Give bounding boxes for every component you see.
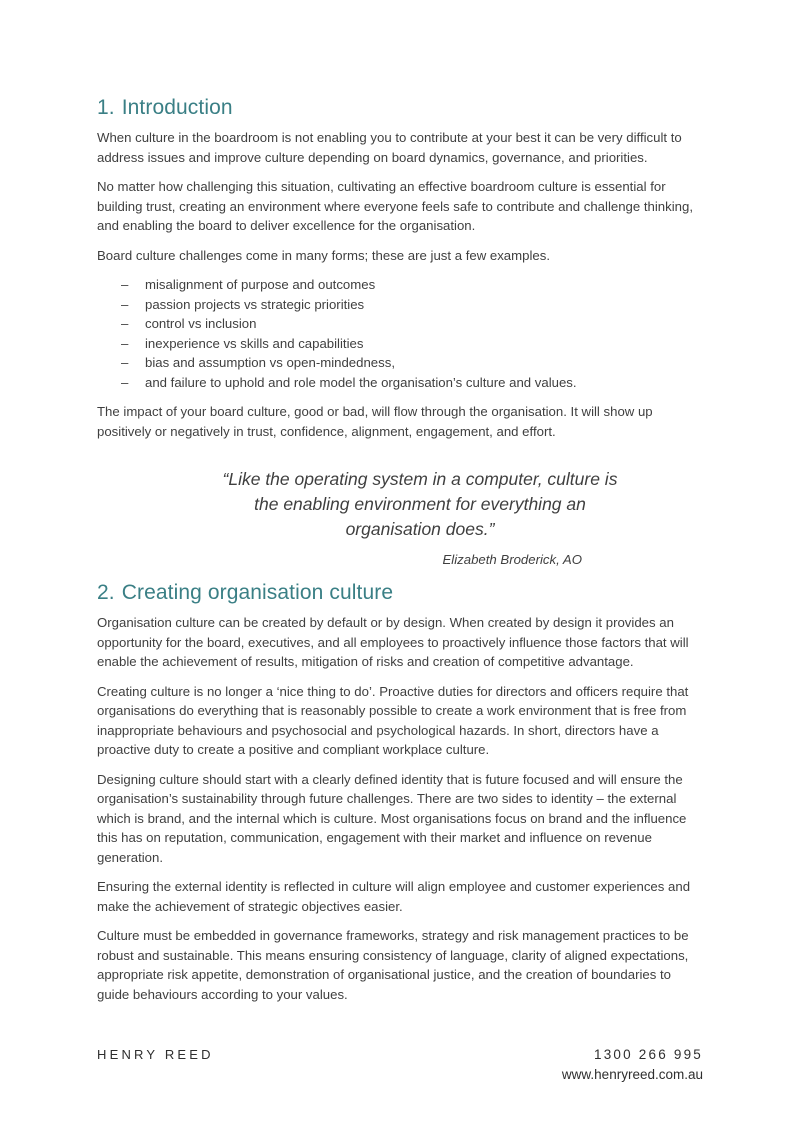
- list-item-text: inexperience vs skills and capabilities: [145, 335, 364, 351]
- list-item-text: misalignment of purpose and outcomes: [145, 277, 376, 292]
- paragraph: The impact of your board culture, good or bad, will flow through the organisation. It will show up positively or negatively in trust, confidence, alignment, engagement, and effort.: [97, 404, 653, 439]
- list-item: [97, 334, 703, 354]
- paragraph: Designing culture should start with a clearly defined identity that is future focused and will ensure the organisation’s sustainability through future challenges. There are two sides to identity – the external which is brand, and the internal which is culture. Most organisations focus on brand and the influence this has on reputation, communication, engagement with their market and influence on revenue generation.: [97, 771, 687, 865]
- paragraph: Culture must be embedded in governance frameworks, strategy and risk management practices to be robust and sustainable. This means ensuring consistency of language, clarity of aligned expectations, appropriate risk appetite, demonstration of organisational justice, and the creation of boundaries to guide behaviours according to your values.: [97, 928, 689, 1002]
- section-1-number: 1.: [97, 96, 115, 119]
- section-1-title: Introduction: [121, 96, 233, 119]
- list-item: [97, 275, 703, 295]
- dash-marker: –: [121, 374, 129, 390]
- challenges-list: [97, 275, 703, 392]
- paragraph: Organisation culture can be created by default or by design. When created by design it provides an opportunity for the board, executives, and all employees to proactively influence those factors that will enable the achievement of results, mitigation of risks and creation of competitive advantage.: [97, 615, 689, 669]
- list-item-text: and failure to uphold and role model the organisation’s culture and values.: [145, 374, 577, 390]
- list-item: [97, 314, 703, 334]
- paragraph: Board culture challenges come in many forms; these are just a few examples.: [97, 247, 550, 263]
- paragraph: When culture in the boardroom is not enabling you to contribute at your best it can be very difficult to address issues and improve culture depending on board dynamics, governance, and priorities.: [97, 130, 682, 165]
- website-link[interactable]: www.henryreed.com.au: [561, 1067, 703, 1082]
- list-item: [97, 353, 703, 373]
- list-item-text: bias and assumption vs open-mindedness,: [145, 355, 395, 370]
- list-item: [97, 373, 703, 393]
- dash-marker: –: [121, 296, 129, 312]
- dash-marker: –: [121, 335, 129, 351]
- dash-marker: –: [121, 277, 129, 292]
- brand-name: HENRY REED: [97, 1047, 214, 1062]
- paragraph: No matter how challenging this situation, cultivating an effective boardroom culture is essential for building trust, creating an environment where everyone feels safe to contribute and challenge thinking, and enabling the board to deliver excellence for the organisation.: [97, 179, 694, 233]
- section-1-heading: [97, 96, 703, 120]
- paragraph: Creating culture is no longer a ‘nice thing to do’. Proactive duties for directors and officers require that organisations do everything that is reasonably possible to create a work environment that is free from inappropriate behaviours and psychosocial and psychological hazards. In short, directors have a proactive duty to create a positive and compliant workplace culture.: [97, 683, 689, 757]
- section-2-heading: [97, 581, 703, 605]
- dash-marker: –: [121, 316, 129, 331]
- section-2-number: 2.: [97, 581, 115, 604]
- paragraph: Ensuring the external identity is reflected in culture will align employee and customer experiences and make the achievement of strategic objectives easier.: [97, 879, 691, 914]
- quote-attribution: Elizabeth Broderick, AO: [442, 552, 582, 567]
- phone-number: 1300 266 995: [594, 1047, 703, 1062]
- page-content: [97, 96, 703, 1014]
- list-item-text: control vs inclusion: [145, 316, 257, 331]
- pull-quote: “Like the operating system in a computer, culture is the enabling environment for everything an organisation does.”: [222, 469, 618, 539]
- section-2-title: Creating organisation culture: [121, 581, 394, 604]
- dash-marker: –: [121, 355, 129, 370]
- list-item-text: passion projects vs strategic priorities: [145, 296, 365, 312]
- list-item: [97, 295, 703, 315]
